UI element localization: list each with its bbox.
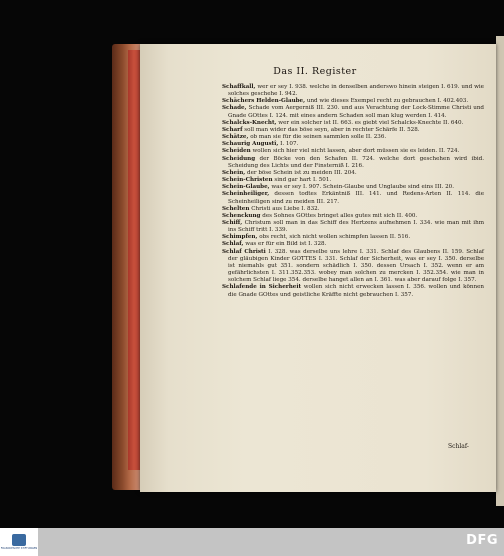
catchword: Schlaf-	[448, 443, 469, 450]
adjacent-page-edge	[496, 36, 504, 506]
entry-lemma: Schalcks-Knecht,	[222, 119, 277, 126]
register-entry	[222, 141, 484, 148]
entry-text: der böse Schein ist zu meiden III. 204.	[247, 169, 357, 176]
register-entry	[222, 170, 484, 177]
register-entry	[222, 220, 484, 234]
entry-text: Christum soll man in das Schiff des Hertzens aufnehmen I. 334. wie man mit ihm ins Schiff tritt I. 339.	[228, 219, 484, 234]
register-entry	[222, 191, 484, 205]
register-entry	[222, 105, 484, 119]
register-entry	[222, 241, 484, 248]
entry-lemma: Schlaf Christi	[222, 248, 266, 255]
register-entry	[222, 148, 484, 155]
entry-lemma: Schein-Glaube,	[222, 184, 270, 191]
dfg-logo[interactable]: DFG	[466, 533, 498, 548]
register-entry	[222, 249, 484, 285]
register-entry	[222, 284, 484, 298]
entry-text: soll man wider das böse seyn, aber in rechter Schärfe II. 528.	[244, 126, 420, 133]
entry-text: dessen todtes Erkäntniß III. 141. und Redens-Arten II. 114. die Scheinheiligen sind zu meiden III. 217.	[228, 191, 485, 205]
francke-logo-icon	[12, 534, 26, 546]
entry-text: obs recht, sich nicht wollen schimpfen lassen II. 516.	[259, 234, 411, 241]
register-entry	[222, 84, 484, 98]
entry-lemma: Schiff,	[222, 219, 243, 226]
viewer-footer-bar	[0, 528, 504, 556]
entry-text: der Böcke von den Schafen II. 724. welche dort geschehen wird ibid. Scheidung des Lichts und der Finsterniß I. 216.	[228, 155, 485, 169]
entry-lemma: Schenckung	[222, 212, 261, 219]
entry-lemma: Schlafende in Sicherheit	[222, 284, 302, 291]
entry-lemma: Schade,	[222, 105, 247, 112]
francke-logo-text: FRANCKESCHE STIFTUNGEN	[0, 547, 38, 550]
entry-lemma: Scheinheiliger,	[222, 191, 270, 198]
register-entry	[222, 156, 484, 170]
register-entry	[222, 184, 484, 191]
register-entry	[222, 120, 484, 127]
entry-text: I. 107.	[280, 141, 299, 148]
entry-lemma: Schein-Christen	[222, 177, 273, 184]
register-entry	[222, 98, 484, 105]
entry-lemma: Schaurig Augustî,	[222, 141, 279, 148]
entry-text: Schade vom Aergerniß III. 230. und aus Verachtung der Lock-Stimme Christi und Gnade GOttes I. 124. mit eines andern Schaden soll man klug werden I. 414.	[228, 105, 484, 119]
entry-text: was er für ein Bild ist I. 328.	[245, 241, 327, 248]
francke-foundation-logo[interactable]	[0, 528, 38, 556]
entry-lemma: Scheiden	[222, 148, 251, 155]
entry-text: I. 328. was derselbe uns lehre I. 331. Schlaf des Glaubens II. 159. Schlaf der gläubigen Kinder GOTTES I. 331. Schlaf der Sicherheit, was er sey I. 350. derselbe ist niemahls gut 351. sondern schädlich I. 350. dessen Ursach I. 352. wenn er am gefährlichsten I. 311.352.353. wobey man solchen zu mercken I. 352.354. wie man in solchem Schlaf liege 354. derselbe hanget allen an I. 361. was aber darauf folge I. 357.	[228, 248, 484, 284]
entry-text: ob man sie für die seinen sammlen solle II. 236.	[250, 134, 387, 141]
entry-lemma: Schätze,	[222, 134, 249, 141]
entry-lemma: Schlaf,	[222, 241, 244, 248]
entry-text: und wie dieses Exempel recht zu gebrauchen I. 402.403.	[306, 98, 469, 105]
entry-text: wer er sey I. 938. welche in denselben anderswo hinein steigen I. 619. und wie solches geschehe I. 942.	[228, 84, 484, 98]
entry-lemma: Schaffkall,	[222, 84, 256, 90]
register-entry	[222, 177, 484, 184]
entry-text: sind gar hart I. 501.	[274, 177, 332, 184]
entry-lemma: Scharf	[222, 126, 243, 133]
entry-lemma: Scheidung	[222, 155, 256, 162]
entry-text: des Sohnes GOttes bringet alles gutes mit sich II. 400.	[262, 212, 418, 219]
book-red-edge	[128, 50, 140, 470]
register-entry	[222, 234, 484, 241]
register-entry	[222, 206, 484, 213]
entry-text: wollen sich hier viel nicht lassen, aber dort müssen sie es leiden. II. 724.	[252, 148, 460, 155]
entry-text: wollen sich nicht erwecken lassen I. 356. wollen und können die Gnade GOttes und geistliche Kräffte nicht gebrauchen I. 357.	[228, 284, 485, 298]
entry-lemma: Schein,	[222, 169, 246, 176]
entry-text: wer ein solcher ist II. 663. es giebt viel Schalcks-Knechte II. 640.	[278, 119, 464, 126]
entry-text: Christi aus Liebe I. 832.	[251, 205, 320, 212]
page-header: Das II. Register	[273, 66, 357, 77]
register-entry	[222, 213, 484, 220]
entry-lemma: Schelten	[222, 205, 250, 212]
entry-text: was er sey I. 907. Schein-Glaube und Unglaube sind eins III. 20.	[271, 184, 454, 191]
entry-lemma: Schächers Helden-Glaube,	[222, 98, 306, 105]
register-entries	[222, 84, 484, 299]
entry-lemma: Schimpfen,	[222, 234, 258, 241]
